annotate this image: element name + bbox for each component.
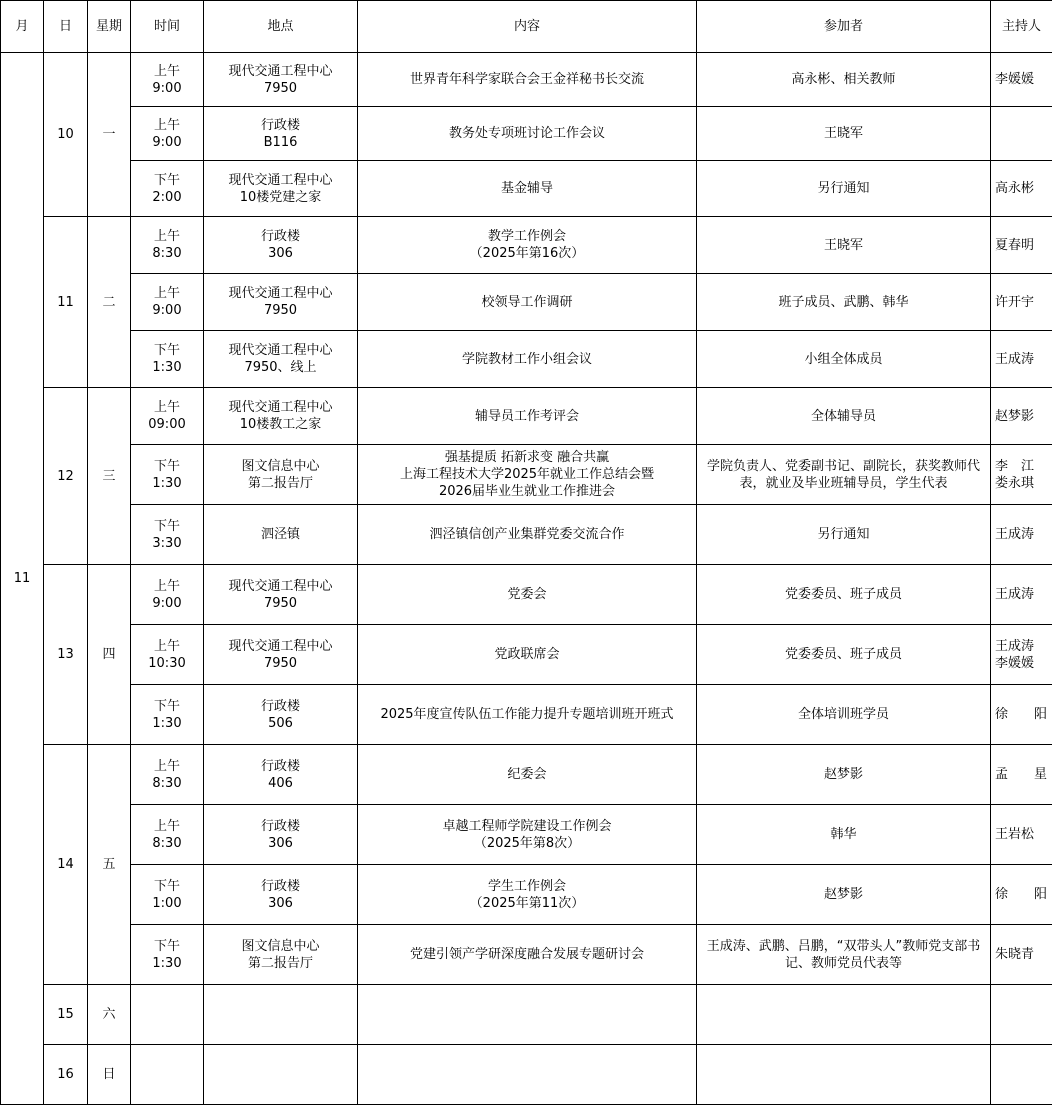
host-cell: 孟 星 [991, 745, 1052, 805]
weekday-cell: 二 [88, 217, 131, 388]
host-cell [991, 107, 1052, 161]
time-cell: 下午 1:30 [131, 685, 204, 745]
header-place: 地点 [204, 1, 358, 53]
host-cell: 王成涛 [991, 565, 1052, 625]
day-cell: 16 [44, 1045, 88, 1105]
host-cell: 朱晓青 [991, 925, 1052, 985]
host-cell: 夏春明 [991, 217, 1052, 274]
place-cell: 现代交通工程中心 7950、线上 [204, 331, 358, 388]
attendees-cell: 赵梦影 [697, 865, 991, 925]
table-row [1, 53, 1052, 107]
time-cell: 上午 09:00 [131, 388, 204, 445]
weekday-cell: 日 [88, 1045, 131, 1105]
content-cell: 教务处专项班讨论工作会议 [358, 107, 697, 161]
attendees-cell: 学院负责人、党委副书记、副院长，获奖教师代表，就业及毕业班辅导员，学生代表 [697, 445, 991, 505]
content-cell: 教学工作例会 （2025年第16次） [358, 217, 697, 274]
content-cell: 2025年度宣传队伍工作能力提升专题培训班开班式 [358, 685, 697, 745]
content-cell [358, 985, 697, 1045]
place-cell: 行政楼 306 [204, 217, 358, 274]
place-cell: 现代交通工程中心 7950 [204, 565, 358, 625]
time-cell: 下午 1:30 [131, 331, 204, 388]
content-cell [358, 1045, 697, 1105]
host-cell: 李 江 娄永琪 [991, 445, 1052, 505]
place-cell: 泗泾镇 [204, 505, 358, 565]
attendees-cell: 高永彬、相关教师 [697, 53, 991, 107]
header-time: 时间 [131, 1, 204, 53]
attendees-cell: 韩华 [697, 805, 991, 865]
place-cell: 图文信息中心 第二报告厅 [204, 925, 358, 985]
header-content: 内容 [358, 1, 697, 53]
time-cell: 下午 1:30 [131, 925, 204, 985]
attendees-cell [697, 1045, 991, 1105]
host-cell: 王岩松 [991, 805, 1052, 865]
host-cell [991, 1045, 1052, 1105]
time-cell: 上午 9:00 [131, 53, 204, 107]
time-cell: 上午 8:30 [131, 217, 204, 274]
attendees-cell: 另行通知 [697, 505, 991, 565]
time-cell: 下午 1:30 [131, 445, 204, 505]
content-cell: 卓越工程师学院建设工作例会 （2025年第8次） [358, 805, 697, 865]
table-row [1, 865, 1052, 925]
weekday-cell: 五 [88, 745, 131, 985]
place-cell: 现代交通工程中心 10楼党建之家 [204, 161, 358, 217]
time-cell: 下午 3:30 [131, 505, 204, 565]
table-row [1, 985, 1052, 1045]
content-cell: 学生工作例会 （2025年第11次） [358, 865, 697, 925]
host-cell: 徐 阳 [991, 865, 1052, 925]
host-cell: 李媛媛 [991, 53, 1052, 107]
attendees-cell: 全体辅导员 [697, 388, 991, 445]
day-cell: 14 [44, 745, 88, 985]
day-cell: 13 [44, 565, 88, 745]
place-cell [204, 1045, 358, 1105]
attendees-cell: 王晓军 [697, 217, 991, 274]
place-cell: 现代交通工程中心 7950 [204, 625, 358, 685]
host-cell: 徐 阳 [991, 685, 1052, 745]
header-weekday: 星期 [88, 1, 131, 53]
table-row [1, 565, 1052, 625]
weekday-cell: 一 [88, 53, 131, 217]
table-row [1, 217, 1052, 274]
day-cell: 12 [44, 388, 88, 565]
place-cell: 图文信息中心 第二报告厅 [204, 445, 358, 505]
time-cell: 上午 8:30 [131, 805, 204, 865]
place-cell: 现代交通工程中心 10楼教工之家 [204, 388, 358, 445]
attendees-cell: 全体培训班学员 [697, 685, 991, 745]
host-cell: 王成涛 [991, 505, 1052, 565]
time-cell [131, 985, 204, 1045]
place-cell: 现代交通工程中心 7950 [204, 53, 358, 107]
place-cell: 行政楼 406 [204, 745, 358, 805]
attendees-cell: 王晓军 [697, 107, 991, 161]
weekday-cell: 六 [88, 985, 131, 1045]
time-cell: 下午 1:00 [131, 865, 204, 925]
host-cell: 高永彬 [991, 161, 1052, 217]
table-row [1, 274, 1052, 331]
attendees-cell: 党委委员、班子成员 [697, 565, 991, 625]
day-cell: 11 [44, 217, 88, 388]
day-cell: 10 [44, 53, 88, 217]
table-row [1, 107, 1052, 161]
time-cell [131, 1045, 204, 1105]
table-row [1, 685, 1052, 745]
table-row [1, 161, 1052, 217]
host-cell: 王成涛 李媛媛 [991, 625, 1052, 685]
time-cell: 上午 9:00 [131, 274, 204, 331]
attendees-cell [697, 985, 991, 1045]
day-cell: 15 [44, 985, 88, 1045]
host-cell: 王成涛 [991, 331, 1052, 388]
header-row [1, 1, 1052, 53]
table-row [1, 805, 1052, 865]
attendees-cell: 小组全体成员 [697, 331, 991, 388]
time-cell: 下午 2:00 [131, 161, 204, 217]
table-row [1, 445, 1052, 505]
time-cell: 上午 9:00 [131, 107, 204, 161]
table-row [1, 505, 1052, 565]
content-cell: 泗泾镇信创产业集群党委交流合作 [358, 505, 697, 565]
place-cell: 行政楼 306 [204, 865, 358, 925]
attendees-cell: 党委委员、班子成员 [697, 625, 991, 685]
content-cell: 辅导员工作考评会 [358, 388, 697, 445]
host-cell: 赵梦影 [991, 388, 1052, 445]
time-cell: 上午 10:30 [131, 625, 204, 685]
table-row [1, 1045, 1052, 1105]
attendees-cell: 王成涛、武鹏、吕鹏，“双带头人”教师党支部书记、教师党员代表等 [697, 925, 991, 985]
weekday-cell: 三 [88, 388, 131, 565]
content-cell: 强基提质 拓新求变 融合共赢 上海工程技术大学2025年就业工作总结会暨 2026届毕业生就业工作推进会 [358, 445, 697, 505]
content-cell: 世界青年科学家联合会王金祥秘书长交流 [358, 53, 697, 107]
content-cell: 校领导工作调研 [358, 274, 697, 331]
place-cell: 行政楼 B116 [204, 107, 358, 161]
place-cell [204, 985, 358, 1045]
attendees-cell: 另行通知 [697, 161, 991, 217]
content-cell: 党建引领产学研深度融合发展专题研讨会 [358, 925, 697, 985]
attendees-cell: 班子成员、武鹏、韩华 [697, 274, 991, 331]
table-row [1, 388, 1052, 445]
table-row [1, 745, 1052, 805]
header-attendees: 参加者 [697, 1, 991, 53]
attendees-cell: 赵梦影 [697, 745, 991, 805]
host-cell [991, 985, 1052, 1045]
place-cell: 现代交通工程中心 7950 [204, 274, 358, 331]
weekday-cell: 四 [88, 565, 131, 745]
header-host: 主持人 [991, 1, 1052, 53]
content-cell: 党政联席会 [358, 625, 697, 685]
header-day: 日 [44, 1, 88, 53]
content-cell: 纪委会 [358, 745, 697, 805]
header-month: 月 [1, 1, 44, 53]
content-cell: 基金辅导 [358, 161, 697, 217]
table-row [1, 625, 1052, 685]
table-row [1, 925, 1052, 985]
time-cell: 上午 9:00 [131, 565, 204, 625]
table-row [1, 331, 1052, 388]
place-cell: 行政楼 506 [204, 685, 358, 745]
time-cell: 上午 8:30 [131, 745, 204, 805]
host-cell: 许开宇 [991, 274, 1052, 331]
place-cell: 行政楼 306 [204, 805, 358, 865]
content-cell: 党委会 [358, 565, 697, 625]
month-cell: 11 [1, 53, 44, 1105]
content-cell: 学院教材工作小组会议 [358, 331, 697, 388]
